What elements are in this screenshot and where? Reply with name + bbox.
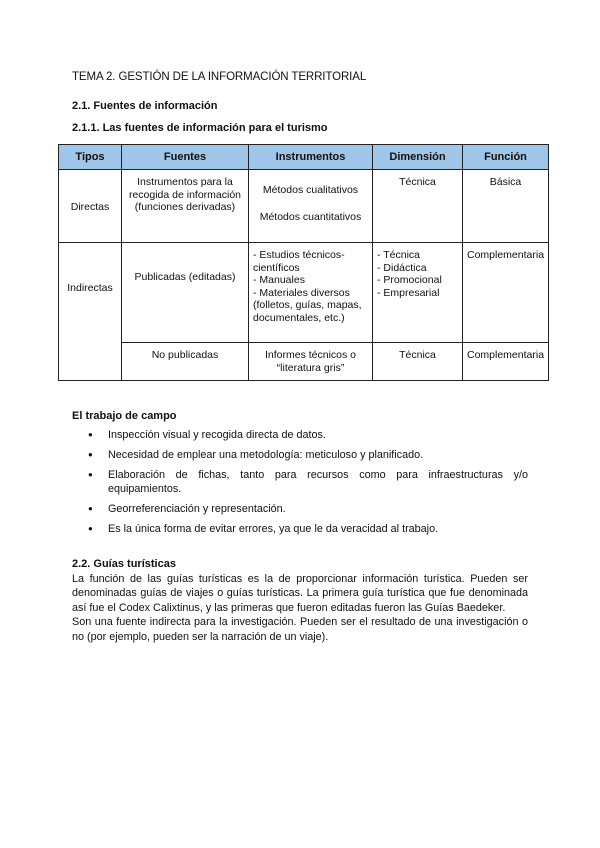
campo-title: El trabajo de campo <box>72 410 177 422</box>
header-instrumentos: Instrumentos <box>249 145 373 170</box>
dimension-empresarial: - Empresarial <box>377 286 440 299</box>
list-item: ● Georreferenciación y representación. <box>72 502 528 516</box>
instrumento-materiales: - Materiales diversos (folletos, guías, mapas, documentales, etc.) <box>253 286 362 324</box>
section-2-1-title: 2.1. Fuentes de información <box>72 100 218 112</box>
table-row-directas <box>59 170 549 243</box>
list-item: ● Inspección visual y recogida directa de datos. <box>72 428 528 442</box>
header-fuentes: Fuentes <box>122 145 249 170</box>
dimension-tecnica: - Técnica <box>377 249 420 261</box>
cell-tipo-indirectas: Indirectas <box>59 243 122 381</box>
cell-funcion-directas: Básica <box>463 170 549 243</box>
guias-body <box>72 572 528 644</box>
table-row-no-publicadas <box>59 343 549 381</box>
cell-fuente-publicadas: Publicadas (editadas) <box>122 243 249 343</box>
list-item: ● Es la única forma de evitar errores, ya que le da veracidad al trabajo. <box>72 522 528 536</box>
campo-list <box>72 428 528 542</box>
header-funcion: Función <box>463 145 549 170</box>
table-row-publicadas <box>59 243 549 343</box>
dimension-didactica: - Didáctica <box>377 261 427 274</box>
instrumento-manuales: - Manuales <box>253 274 305 286</box>
cell-fuente-directas: Instrumentos para la recogida de información (funciones derivadas) <box>122 170 249 243</box>
instrumento-cualitativos: Métodos cualitativos <box>262 184 359 196</box>
guias-paragraph-2: Son una fuente indirecta para la investigación. Pueden ser el resultado de una investigación o no (por ejemplo, pueden ser la narración de un viaje). <box>72 616 528 643</box>
cell-tipo-directas: Directas <box>59 170 122 243</box>
instrumento-estudios: - Estudios técnicos-científicos <box>253 249 345 274</box>
header-tipos: Tipos <box>59 145 122 170</box>
header-dimension: Dimensión <box>373 145 463 170</box>
guias-title: 2.2. Guías turísticas <box>72 558 176 570</box>
table-header-row <box>59 145 549 170</box>
cell-fuente-no-publicadas: No publicadas <box>122 343 249 381</box>
cell-dimension-directas: Técnica <box>373 170 463 243</box>
cell-instrumentos-directas <box>249 170 373 243</box>
cell-dimension-no-publicadas: Técnica <box>373 343 463 381</box>
dimension-promocional: - Promocional <box>377 274 442 286</box>
guias-paragraph-1: La función de las guías turísticas es la de proporcionar información turística. Pueden ser denominadas guías de viajes o guías turísticas. La primera guía turística que fue denominada así fue el Codex Calixtinus, y las primeras que fueron editadas fueron las Guías Baedeker. <box>72 573 528 614</box>
tema-heading: TEMA 2. GESTIÓN DE LA INFORMACIÓN TERRITORIAL <box>72 71 367 83</box>
fuentes-table <box>58 144 549 381</box>
cell-funcion-publicadas: Complementaria <box>463 243 549 343</box>
instrumento-cuantitativos: Métodos cuantitativos <box>259 210 362 223</box>
cell-dimension-publicadas <box>373 243 463 343</box>
cell-instrumentos-publicadas <box>249 243 373 343</box>
cell-funcion-no-publicadas: Complementaria <box>463 343 549 381</box>
section-2-1-1-title: 2.1.1. Las fuentes de información para el turismo <box>72 122 328 134</box>
list-item: ● Necesidad de emplear una metodología: meticuloso y planificado. <box>72 448 528 462</box>
list-item: ● Elaboración de fichas, tanto para recursos como para infraestructuras y/o equipamientos. <box>72 468 528 496</box>
cell-instrumentos-no-publicadas: Informes técnicos o “literatura gris” <box>249 343 373 381</box>
